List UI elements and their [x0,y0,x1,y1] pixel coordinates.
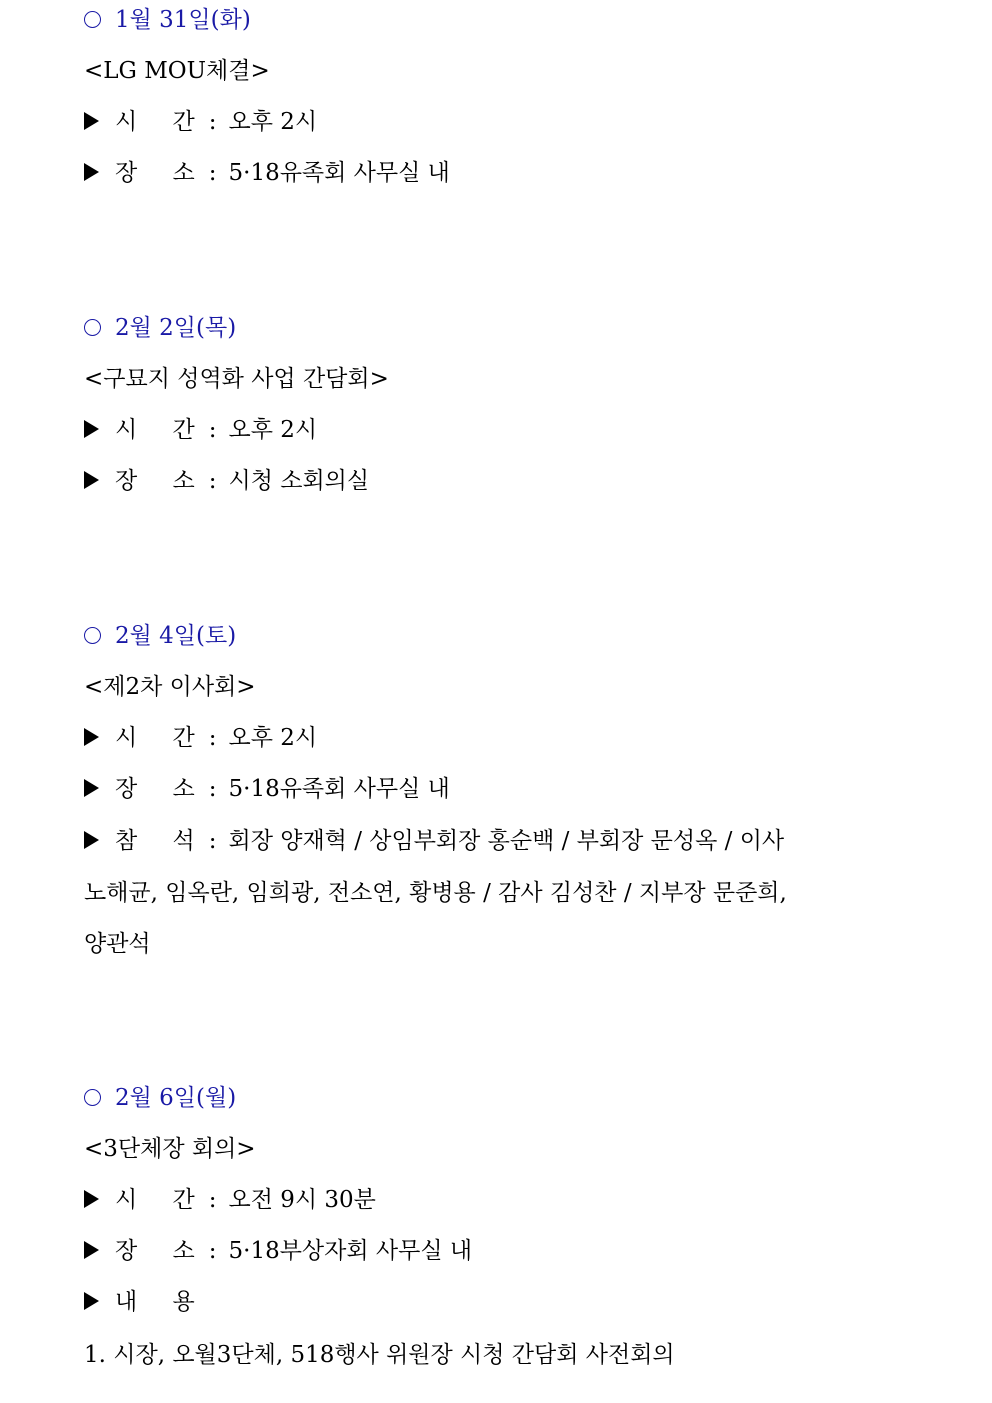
circle-bullet-icon [84,319,101,336]
section-2-time: 시 간: 오후 2시 [84,410,924,450]
section-4-place: 장 소: 5·18부상자회 사무실 내 [84,1231,924,1271]
section-3-date: 2월 4일(토) [84,616,924,656]
circle-bullet-icon [84,1089,101,1106]
section-2-title: <구묘지 성역화 사업 간담회> [84,366,389,392]
section-4-content: 내 용 [84,1282,924,1322]
triangle-bullet-icon [84,779,99,797]
section-4-time: 시 간: 오전 9시 30분 [84,1180,924,1220]
triangle-bullet-icon [84,420,99,438]
triangle-bullet-icon [84,1241,99,1259]
section-3-place: 장 소: 5·18유족회 사무실 내 [84,769,924,809]
triangle-bullet-icon [84,163,99,181]
triangle-bullet-icon [84,1292,99,1310]
section-4-content-item-1: 1. 시장, 오월3단체, 518행사 위원장 시청 간담회 사전회의 [84,1342,675,1368]
section-1-title: <LG MOU체결> [84,58,270,84]
section-3-time: 시 간: 오후 2시 [84,718,924,758]
section-1-place: 장 소: 5·18유족회 사무실 내 [84,153,924,193]
triangle-bullet-icon [84,1190,99,1208]
section-3-title: <제2차 이사회> [84,674,256,700]
triangle-bullet-icon [84,831,99,849]
triangle-bullet-icon [84,112,99,130]
circle-bullet-icon [84,11,101,28]
triangle-bullet-icon [84,728,99,746]
section-3-attendees-line2: 노해균, 임옥란, 임희광, 전소연, 황병용 / 감사 김성찬 / 지부장 문준희, [84,880,787,906]
section-2-date: 2월 2일(목) [84,308,924,348]
triangle-bullet-icon [84,471,99,489]
section-1-time: 시 간: 오후 2시 [84,102,924,142]
section-4-date: 2월 6일(월) [84,1078,924,1118]
section-2-place: 장 소: 시청 소회의실 [84,461,924,501]
circle-bullet-icon [84,627,101,644]
section-3-attendees-line3: 양관석 [84,931,151,957]
section-4-title: <3단체장 회의> [84,1136,256,1162]
section-3-attendees: 참 석: 회장 양재혁 / 상임부회장 홍순백 / 부회장 문성옥 / 이사 [84,821,924,861]
section-1-date: 1월 31일(화) [84,0,924,40]
